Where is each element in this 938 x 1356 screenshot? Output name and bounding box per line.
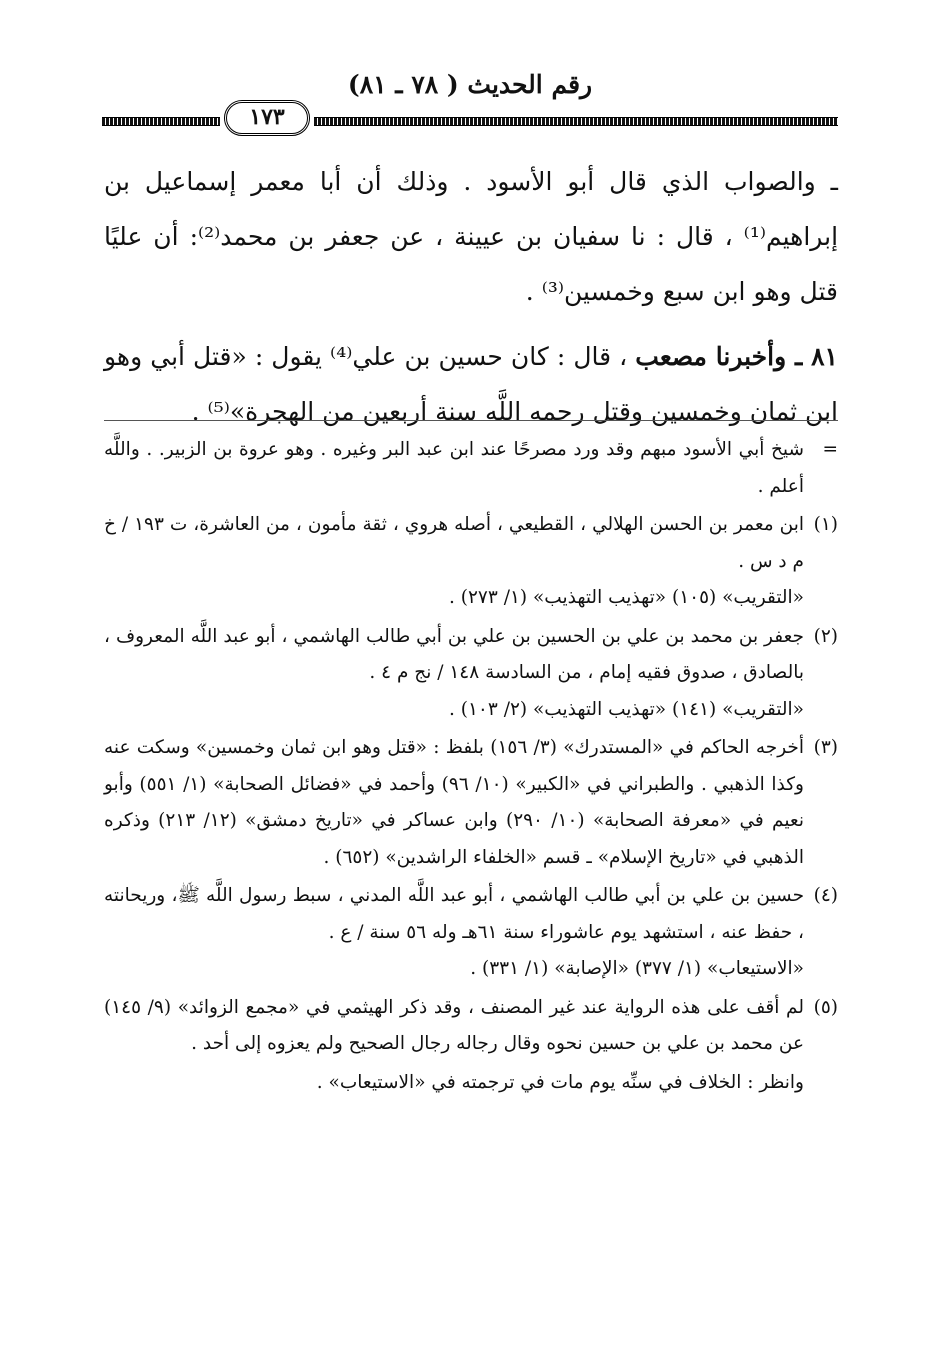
footnote-divider	[104, 420, 838, 421]
main-text	[104, 154, 838, 439]
page-number-badge: ١٧٣	[224, 100, 310, 136]
hadith-81-lead: ٨١ ـ وأخبرنا مصعب	[635, 342, 838, 371]
footnote-continuation	[104, 432, 838, 505]
footnote-4-source: «الاستيعاب» (١/ ٣٧٧) «الإصابة» (١/ ٣٣١) .	[470, 958, 804, 979]
footnote-2-source: «التقريب» (١٤١) «تهذيب التهذيب» (٢/ ١٠٣) .	[449, 698, 804, 720]
footnote-1	[104, 507, 838, 617]
footnote-4-text: حسين بن علي بن أبي طالب الهاشمي ، أبو عبد اللَّه المدني ، سبط رسول اللَّه ﷺ، وريحانته ، حفظ عنه ، استشهد يوم عاشوراء سنة ٦١هـ وله ٥٦ سنة / ع .	[104, 885, 804, 943]
footnote-continuation-text: شيخ أبي الأسود مبهم وقد ورد مصرحًا عند ابن عبد البر وغيره . وهو عروة بن الزبير. . واللَّه أعلم .	[104, 439, 804, 497]
footnote-2-text: جعفر بن محمد بن علي بن الحسين بن علي بن أبي طالب الهاشمي ، أبو عبد اللَّه المعروف ، بالصادق ، صدوق فقيه إمام ، من السادسة ١٤٨ / نج م ٤ .	[104, 625, 804, 683]
paragraph-continuation: ـ والصواب الذي قال أبو الأسود . وذلك أن أبا معمر إسماعيل بن إبراهيم⁽¹⁾ ، قال : نا سفيان بن عيينة ، عن جعفر بن محمد⁽²⁾: أن عليًا قتل وهو ابن سبع وخمسين⁽³⁾ .	[104, 167, 839, 306]
footnote-3-marker: (٣)	[813, 737, 838, 758]
header-rule-right	[314, 117, 838, 126]
footnote-1-source: «التقريب» (١٠٥) «تهذيب التهذيب» (١/ ٢٧٣) .	[449, 587, 804, 608]
footnote-2-marker: (٢)	[813, 625, 838, 647]
footnote-4-marker: (٤)	[813, 885, 838, 906]
footnote-3-text: أخرجه الحاكم في «المستدرك» (٣/ ١٥٦) بلفظ : «قتل وهو ابن ثمان وخمسين» وسكت عنه وكذا الذهبي . والطبراني في «الكبير» (١٠/ ٩٦) وأحمد في «فضائل الصحابة» (١/ ٥٥١) وأبو نعيم في «معرفة الصحابة» (١٠/ ٢٩٠) وابن عساكر في «تاريخ دمشق» (١٢/ ٢١٣) وذكره الذهبي في «تاريخ الإسلام» ـ قسم «الخلفاء الراشدين» (٦٥٢) .	[104, 737, 804, 868]
hadith-81	[104, 329, 838, 439]
footnote-5	[104, 990, 838, 1063]
footnote-3	[104, 730, 838, 876]
footnote-1-marker: (١)	[813, 514, 838, 535]
footnotes	[104, 432, 838, 1101]
running-header-title: رقم الحديث ( ٧٨ ـ ٨١)	[347, 70, 593, 99]
footnote-5-marker: (٥)	[813, 996, 838, 1018]
hadith-81-text: ، قال : كان حسين بن علي⁽⁴⁾ يقول : «قتل أبي وهو ابن ثمان وخمسين وقتل رحمه اللَّه سنة أربعين من الهجرة»⁽⁵⁾ .	[104, 342, 838, 426]
footnote-2	[104, 619, 838, 729]
footnote-4	[104, 878, 838, 988]
footnote-1-text: ابن معمر بن الحسن الهلالي ، القطيعي ، أصله هروي ، ثقة مأمون ، من العاشرة، ت ١٩٣ / خ م د س .	[104, 514, 804, 572]
header-rule-left	[102, 117, 220, 126]
footnote-5-text: لم أقف على هذه الرواية عند غير المصنف ، وقد ذكر الهيثمي في «مجمع الزوائد» (٩/ ١٤٥) عن محمد بن علي بن حسين نحوه وقال رجاله رجال الصحيح ولم يعزوه إلى أحد .	[104, 996, 804, 1054]
footnote-see-also: وانظر : الخلاف في سنِّه يوم مات في ترجمته في «الاستيعاب» .	[316, 1071, 804, 1093]
footnote-continuation-marker: =	[822, 439, 838, 460]
